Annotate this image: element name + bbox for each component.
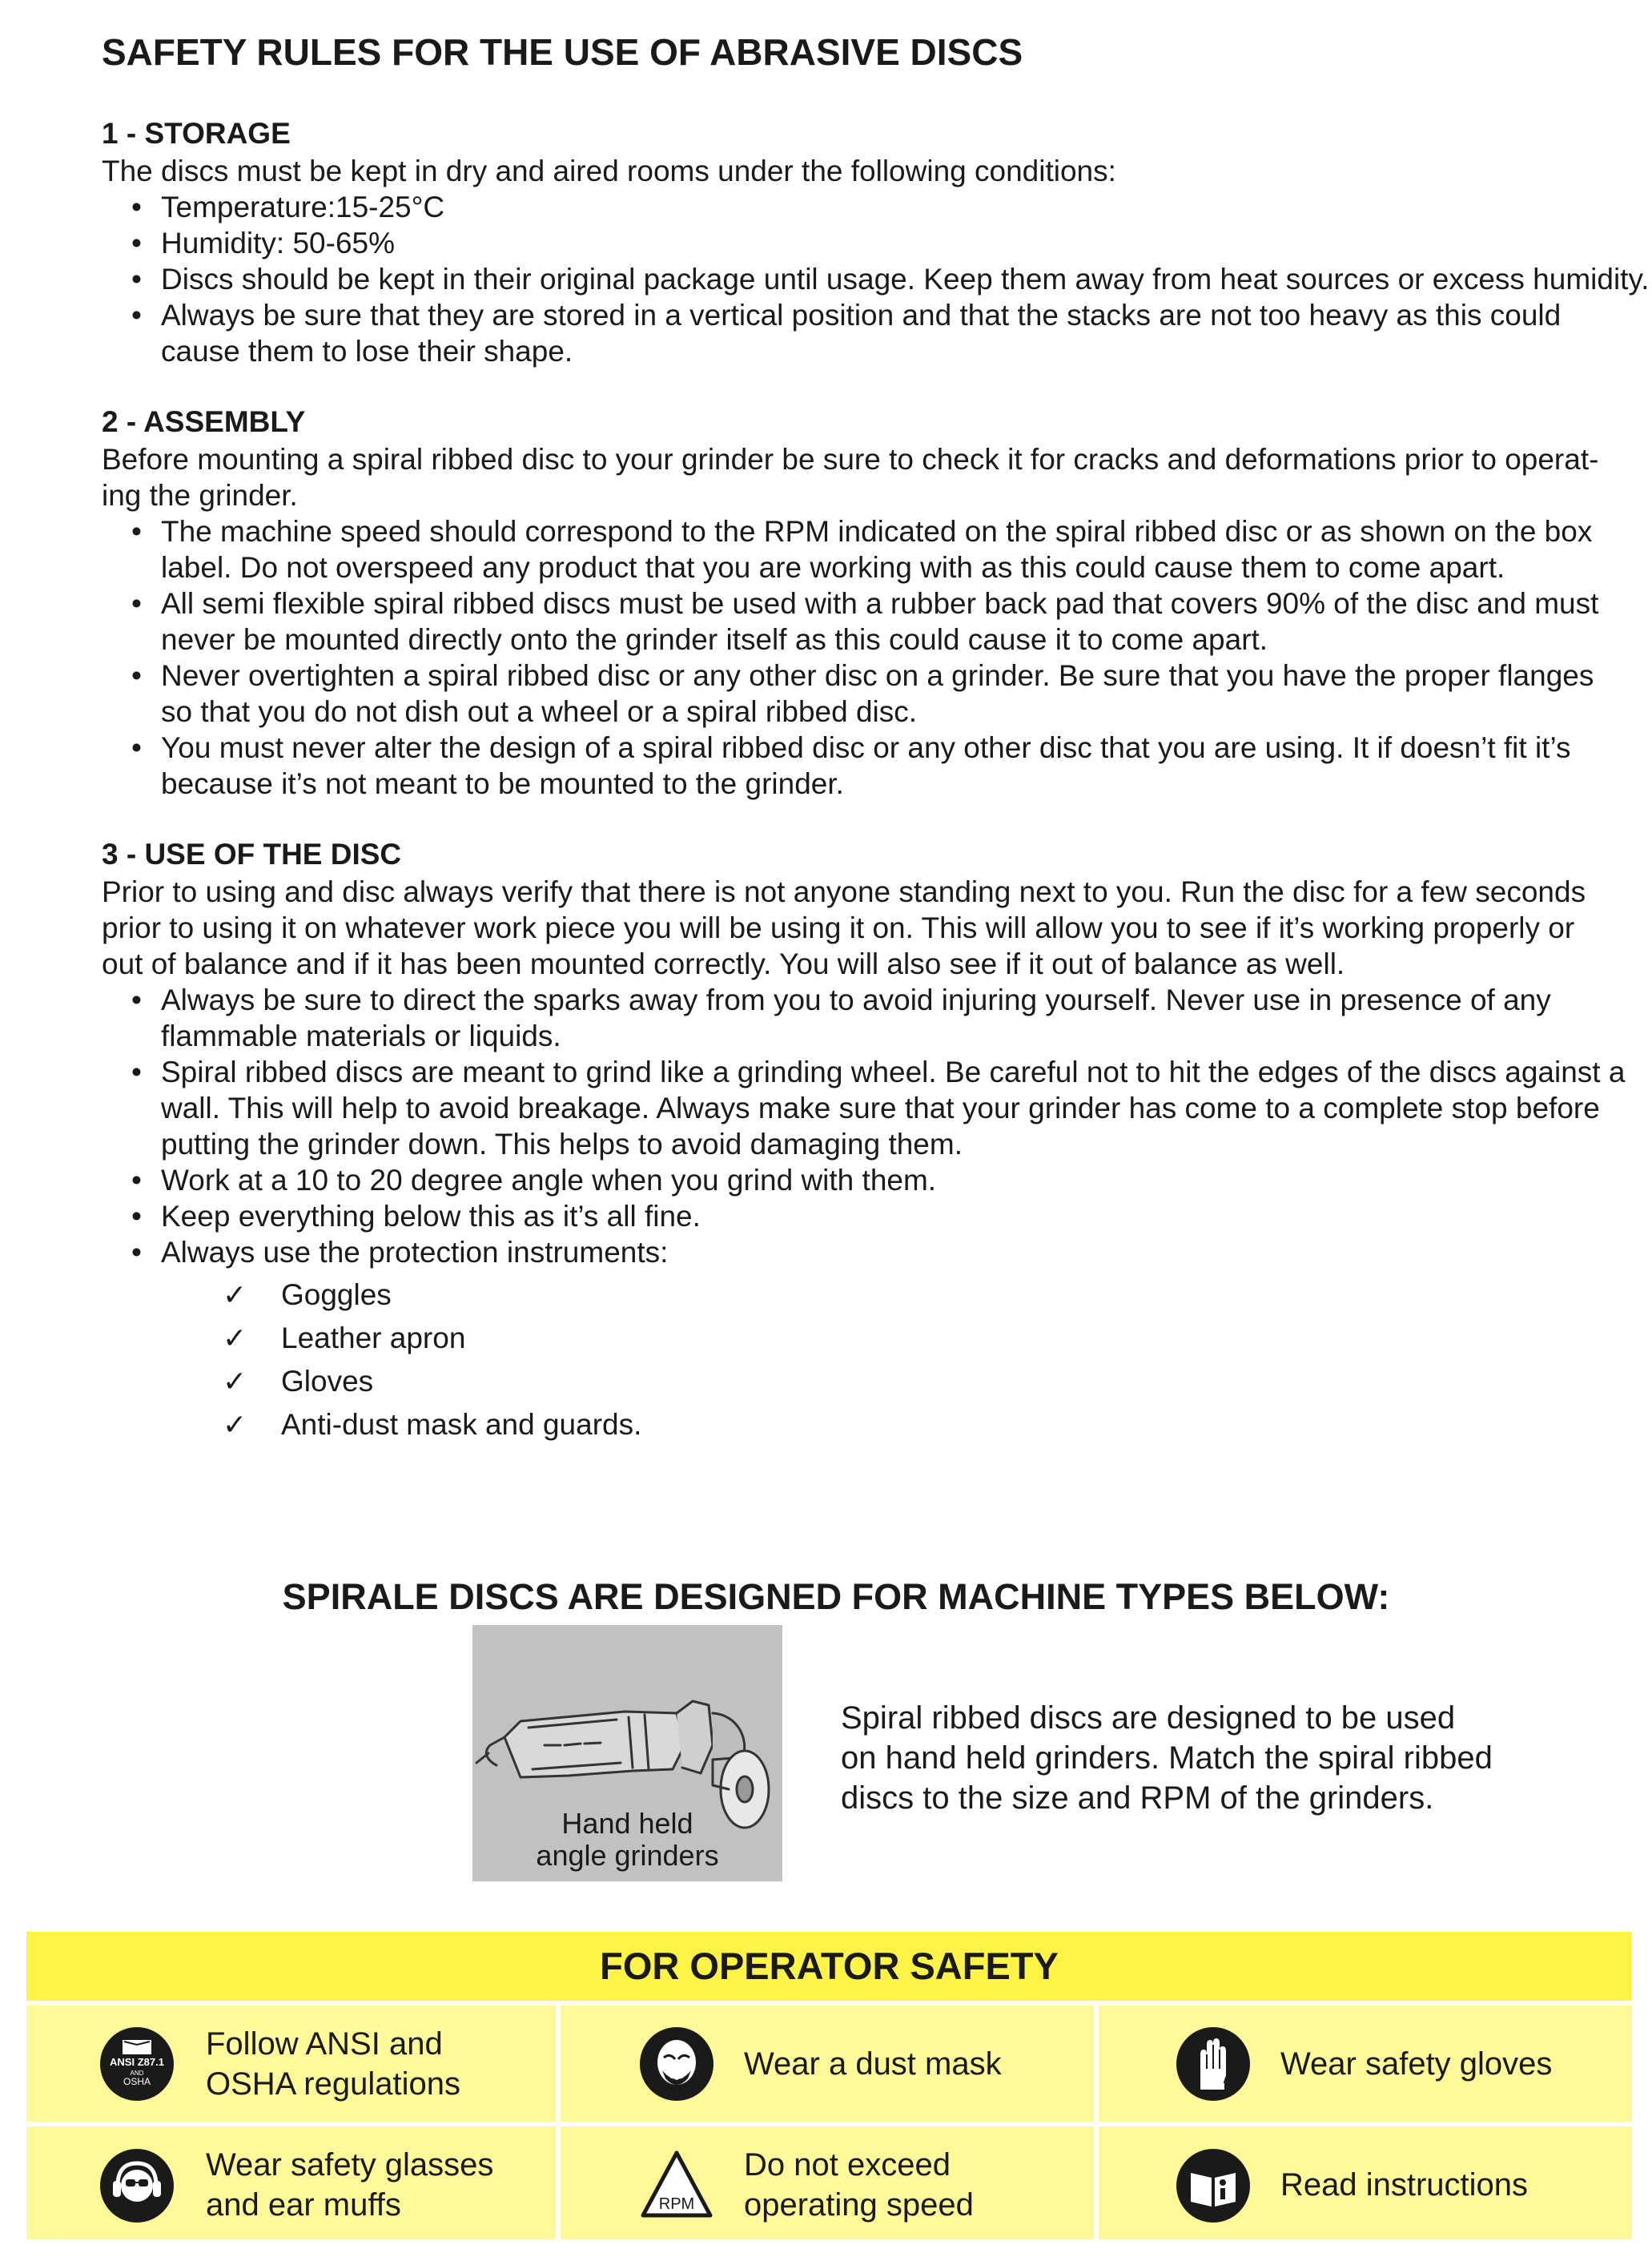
operator-safety-heading: FOR OPERATOR SAFETY [26, 1932, 1632, 2001]
use-bullet: Keep everything below this as it’s all fine. [161, 1200, 701, 1233]
check-item: Goggles [281, 1278, 392, 1311]
use-bullet: Always use the protection instruments: [161, 1236, 669, 1269]
assembly-heading: 2 - ASSEMBLY [102, 405, 306, 438]
ansi-osha-icon [100, 2027, 174, 2101]
svg-text:AND: AND [130, 2070, 144, 2077]
dust-mask-icon [640, 2027, 713, 2101]
bullet-dot: • [131, 1056, 142, 1088]
assembly-bullet: Never overtighten a spiral ribbed disc or any other disc on a grinder. Be sure that you have the proper flanges so that you do not dish out a wheel or a spiral ribbed disc. [161, 659, 1594, 728]
check-item: Anti-dust mask and guards. [281, 1408, 642, 1441]
storage-bullet: Always be sure that they are stored in a vertical position and that the stacks are not too heavy as this could cause them to lose their shape. [161, 299, 1562, 368]
storage-bullet: Temperature:15-25°C [161, 191, 445, 223]
assembly-bullet: All semi flexible spiral ribbed discs must be used with a rubber back pad that covers 90% of the disc and must never be mounted directly onto the grinder itself as this could cause it to come apart. [161, 587, 1599, 656]
use-bullet: Spiral ribbed discs are meant to grind like a grinding wheel. Be careful not to hit the edges of the discs against a wall. This will help to avoid breakage. Always make sure that your grinder has come to a complete stop before putting the grinder down. This helps to avoid damaging them. [161, 1056, 1626, 1161]
read-instructions-icon [1176, 2149, 1250, 2223]
bullet-dot: • [131, 1164, 142, 1197]
use-bullet: Work at a 10 to 20 degree angle when you grind with them. [161, 1164, 937, 1197]
bullet-dot: • [131, 1200, 142, 1233]
check-item: Gloves [281, 1365, 374, 1398]
assembly-bullet: You must never alter the design of a spiral ribbed disc or any other disc that you are using. It if doesn’t fit it’s because it’s not meant to be mounted to the grinder. [161, 731, 1571, 800]
glasses-earmuffs-icon [100, 2149, 174, 2223]
bullet-dot: • [131, 515, 142, 548]
rpm-warning-icon [638, 2146, 715, 2223]
checkmark-icon: ✓ [223, 1322, 247, 1354]
use-heading: 3 - USE OF THE DISC [102, 838, 402, 871]
bullet-dot: • [131, 299, 142, 332]
bullet-dot: • [131, 191, 142, 223]
page-title: SAFETY RULES FOR THE USE OF ABRASIVE DISCS [102, 31, 1023, 73]
checkmark-icon: ✓ [223, 1408, 247, 1441]
bullet-dot: • [131, 263, 142, 296]
grinder-label: Hand held angle grinders [536, 1807, 719, 1872]
divider [1094, 2001, 1099, 2239]
bullet-dot: • [131, 1236, 142, 1269]
safety-item-text: Wear safety glasses and ear muffs [206, 2147, 494, 2223]
safety-item-text: Wear a dust mask [744, 2046, 1002, 2082]
bullet-dot: • [131, 587, 142, 620]
bullet-dot: • [131, 984, 142, 1016]
safety-item-text: Follow ANSI and OSHA regulations [206, 2026, 460, 2102]
bullet-dot: • [131, 659, 142, 692]
divider [556, 2001, 561, 2239]
use-bullet: Always be sure to direct the sparks away from you to avoid injuring yourself. Never use in presence of any flammable materials or liquids. [161, 984, 1551, 1052]
safety-item-text: Do not exceed operating speed [744, 2147, 974, 2223]
checkmark-icon: ✓ [223, 1365, 247, 1398]
machine-description: Spiral ribbed discs are designed to be used on hand held grinders. Match the spiral ribbed discs to the size and RPM of the grinders. [841, 1700, 1493, 1816]
safety-gloves-icon [1176, 2027, 1250, 2101]
check-item: Leather apron [281, 1322, 466, 1354]
storage-heading: 1 - STORAGE [102, 117, 291, 150]
svg-text:OSHA: OSHA [123, 2076, 151, 2087]
storage-bullet: Humidity: 50-65% [161, 227, 396, 259]
bullet-dot: • [131, 227, 142, 259]
bullet-dot: • [131, 731, 142, 764]
divider [26, 2122, 1632, 2126]
storage-bullet: Discs should be kept in their original package until usage. Keep them away from heat sources or excess humidity. [161, 263, 1650, 296]
use-intro: Prior to using and disc always verify that there is not anyone standing next to you. Run the disc for a few seconds prior to using it on whatever work piece you will be using it on. This will allow you to see if it’s working properly or out of balance and if it has been mounted correctly. You will also see if it out of balance as well. [102, 875, 1586, 980]
storage-intro: The discs must be kept in dry and aired rooms under the following conditions: [102, 155, 1116, 187]
operator-safety-panel [26, 1932, 1632, 2239]
checkmark-icon: ✓ [223, 1278, 247, 1311]
svg-text:RPM: RPM [658, 2195, 695, 2213]
assembly-intro: Before mounting a spiral ribbed disc to your grinder be sure to check it for cracks and deformations prior to operat-ing the grinder. [102, 443, 1599, 512]
assembly-bullet: The machine speed should correspond to the RPM indicated on the spiral ribbed disc or as shown on the box label. Do not overspeed any product that you are working with as this could cause them to come apart. [161, 515, 1593, 584]
safety-item-text: Read instructions [1280, 2167, 1529, 2203]
safety-item-text: Wear safety gloves [1280, 2046, 1553, 2082]
divider [26, 2001, 1632, 2006]
svg-text:ANSI Z87.1: ANSI Z87.1 [110, 2056, 164, 2068]
machine-types-title: SPIRALE DISCS ARE DESIGNED FOR MACHINE TYPES BELOW: [282, 1576, 1390, 1617]
grinder-image [472, 1625, 782, 1881]
